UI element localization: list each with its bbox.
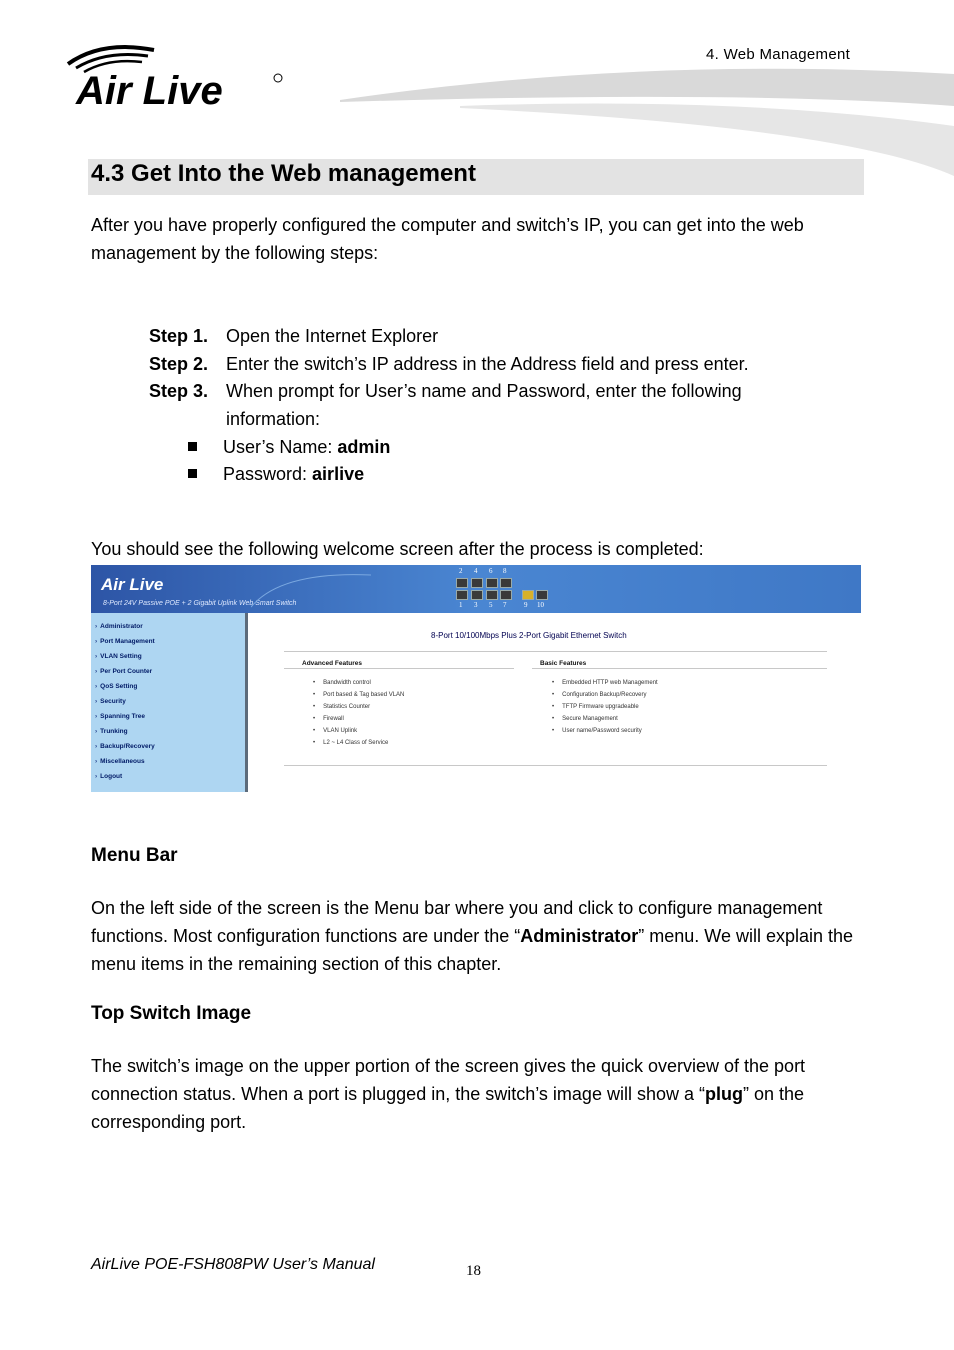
port-number: 7 [503, 601, 507, 609]
welcome-screen-screenshot [91, 565, 861, 792]
divider [284, 668, 514, 669]
credential-username [188, 433, 390, 461]
feature-item: • Configuration Backup/Recovery [552, 692, 647, 698]
step-text: Enter the switch’s IP address in the Address field and press enter. [226, 354, 749, 374]
credential-value: airlive [312, 464, 365, 484]
top-switch-heading: Top Switch Image [91, 1003, 252, 1024]
chevron-right-icon: › [95, 623, 98, 630]
feature-item: • TFTP Firmware upgradeable [552, 704, 639, 710]
feature-item: • Port based & Tag based VLAN [313, 692, 404, 698]
port-icon [486, 590, 498, 600]
port-number: 9 [524, 601, 528, 609]
port-icon [456, 578, 468, 588]
footer-manual-title: AirLive POE-FSH808PW User’s Manual [91, 1256, 375, 1273]
port-number: 1 [459, 601, 463, 609]
chevron-right-icon: › [95, 773, 98, 780]
menu-bar-heading: Menu Bar [91, 845, 178, 866]
chevron-right-icon: › [95, 683, 98, 690]
menu-item-label: Administrator [100, 623, 143, 630]
credential-password [188, 460, 364, 488]
chevron-right-icon: › [95, 758, 98, 765]
feature-item: • Bandwidth control [313, 680, 371, 686]
logo-text: Air Live [76, 69, 223, 112]
screenshot-logo: Air Live [101, 575, 164, 594]
chevron-right-icon: › [95, 653, 98, 660]
chapter-label: 4. Web Management [706, 46, 851, 63]
feature-item: • Secure Management [552, 716, 618, 722]
menu-item-logout[interactable] [95, 773, 122, 780]
paragraph-text: The switch’s image on the upper portion of the screen gives the quick overview of the port connection status. When a port is plugged in, the switch’s image will show a “ [91, 1056, 806, 1104]
step-text: Open the Internet Explorer [226, 326, 439, 346]
menu-item-label: Spanning Tree [100, 713, 145, 720]
screenshot-header [91, 565, 861, 613]
chevron-right-icon: › [95, 728, 98, 735]
screenshot-menu-bar [91, 613, 248, 792]
divider [284, 765, 827, 766]
port-number: 4 [474, 567, 478, 575]
feature-item: • User name/Password security [552, 728, 642, 734]
gigabit-port-icon [522, 590, 534, 600]
feature-item: • Firewall [313, 716, 344, 722]
menu-item-label: Security [100, 698, 126, 705]
top-switch-paragraph [91, 1052, 871, 1136]
menu-item-label: Backup/Recovery [100, 743, 155, 750]
chevron-right-icon: › [95, 713, 98, 720]
menu-item-label: Miscellaneous [100, 758, 145, 765]
feature-item: • L2 ~ L4 Class of Service [313, 740, 388, 746]
square-bullet-icon [188, 469, 197, 478]
screenshot-main-title: 8-Port 10/100Mbps Plus 2-Port Gigabit Ethernet Switch [431, 631, 627, 640]
chevron-right-icon: › [95, 638, 98, 645]
header-curve-decoration [251, 569, 371, 609]
port-icon [500, 578, 512, 588]
basic-features-heading: Basic Features [540, 660, 587, 667]
chevron-right-icon: › [95, 668, 98, 675]
chevron-right-icon: › [95, 698, 98, 705]
credential-value: admin [337, 437, 391, 457]
feature-item: • Embedded HTTP web Management [552, 680, 658, 686]
port-icon [456, 590, 468, 600]
advanced-features-heading: Advanced Features [302, 660, 362, 667]
menu-item-administrator[interactable] [95, 623, 143, 630]
port-number: 10 [537, 601, 544, 609]
paragraph-text: ” menu. We will explain the menu items in the remaining section of this chapter. [91, 926, 854, 974]
gigabit-port-icon [536, 590, 548, 600]
port-number: 2 [459, 567, 463, 575]
menu-item-miscellaneous[interactable] [95, 758, 145, 765]
port-icon [471, 590, 483, 600]
menu-item-per-port-counter[interactable] [95, 668, 152, 675]
menu-item-trunking[interactable] [95, 728, 128, 735]
step-label: Step 2. [149, 354, 209, 374]
menu-item-label: Port Management [100, 638, 155, 645]
port-icon [471, 578, 483, 588]
feature-item: • Statistics Counter [313, 704, 370, 710]
paragraph-bold: plug [704, 1084, 743, 1104]
divider [284, 651, 827, 652]
port-icon [500, 590, 512, 600]
welcome-paragraph: You should see the following welcome screen after the process is completed: [91, 539, 704, 559]
port-number: 5 [489, 601, 493, 609]
menu-item-spanning-tree[interactable] [95, 713, 145, 720]
menu-item-label: Logout [100, 773, 123, 780]
paragraph-text: On the left side of the screen is the Menu bar where you and click to configure management functions. Most configuration functions are under the “ [91, 898, 823, 946]
airlive-logo [62, 42, 292, 112]
step-label: Step 3. [149, 381, 209, 401]
feature-item: • VLAN Uplink [313, 728, 357, 734]
intro-paragraph: After you have properly configured the computer and switch’s IP, you can get into the web management by the following steps: [91, 215, 804, 263]
menu-item-label: QoS Setting [100, 683, 138, 690]
menu-item-label: VLAN Setting [100, 653, 142, 660]
screenshot-subtitle: 8-Port 24V Passive POE + 2 Gigabit Uplink Web Smart Switch [103, 600, 297, 607]
paragraph-bold: Administrator [520, 926, 639, 946]
credential-label: User’s Name: [223, 437, 338, 457]
menu-item-backup-recovery[interactable] [95, 743, 155, 750]
menu-item-qos-setting[interactable] [95, 683, 137, 690]
menu-bar-paragraph [91, 894, 871, 978]
menu-item-vlan-setting[interactable] [95, 653, 142, 660]
chevron-right-icon: › [95, 743, 98, 750]
paragraph-text: ” on the corresponding port. [91, 1084, 805, 1132]
port-icon [486, 578, 498, 588]
step-label: Step 1. [149, 326, 209, 346]
port-number: 8 [503, 567, 507, 575]
port-number: 6 [489, 567, 493, 575]
divider [532, 668, 827, 669]
menu-item-port-management[interactable] [95, 638, 155, 645]
section-title: 4.3 Get Into the Web management [91, 160, 476, 187]
credential-label: Password: [223, 464, 313, 484]
menu-item-security[interactable] [95, 698, 126, 705]
menu-item-label: Per Port Counter [100, 668, 153, 675]
page-number: 18 [466, 1263, 481, 1279]
menu-item-label: Trunking [100, 728, 128, 735]
square-bullet-icon [188, 442, 197, 451]
port-number: 3 [474, 601, 478, 609]
step-text: When prompt for User’s name and Password, enter the following information: [226, 381, 742, 429]
